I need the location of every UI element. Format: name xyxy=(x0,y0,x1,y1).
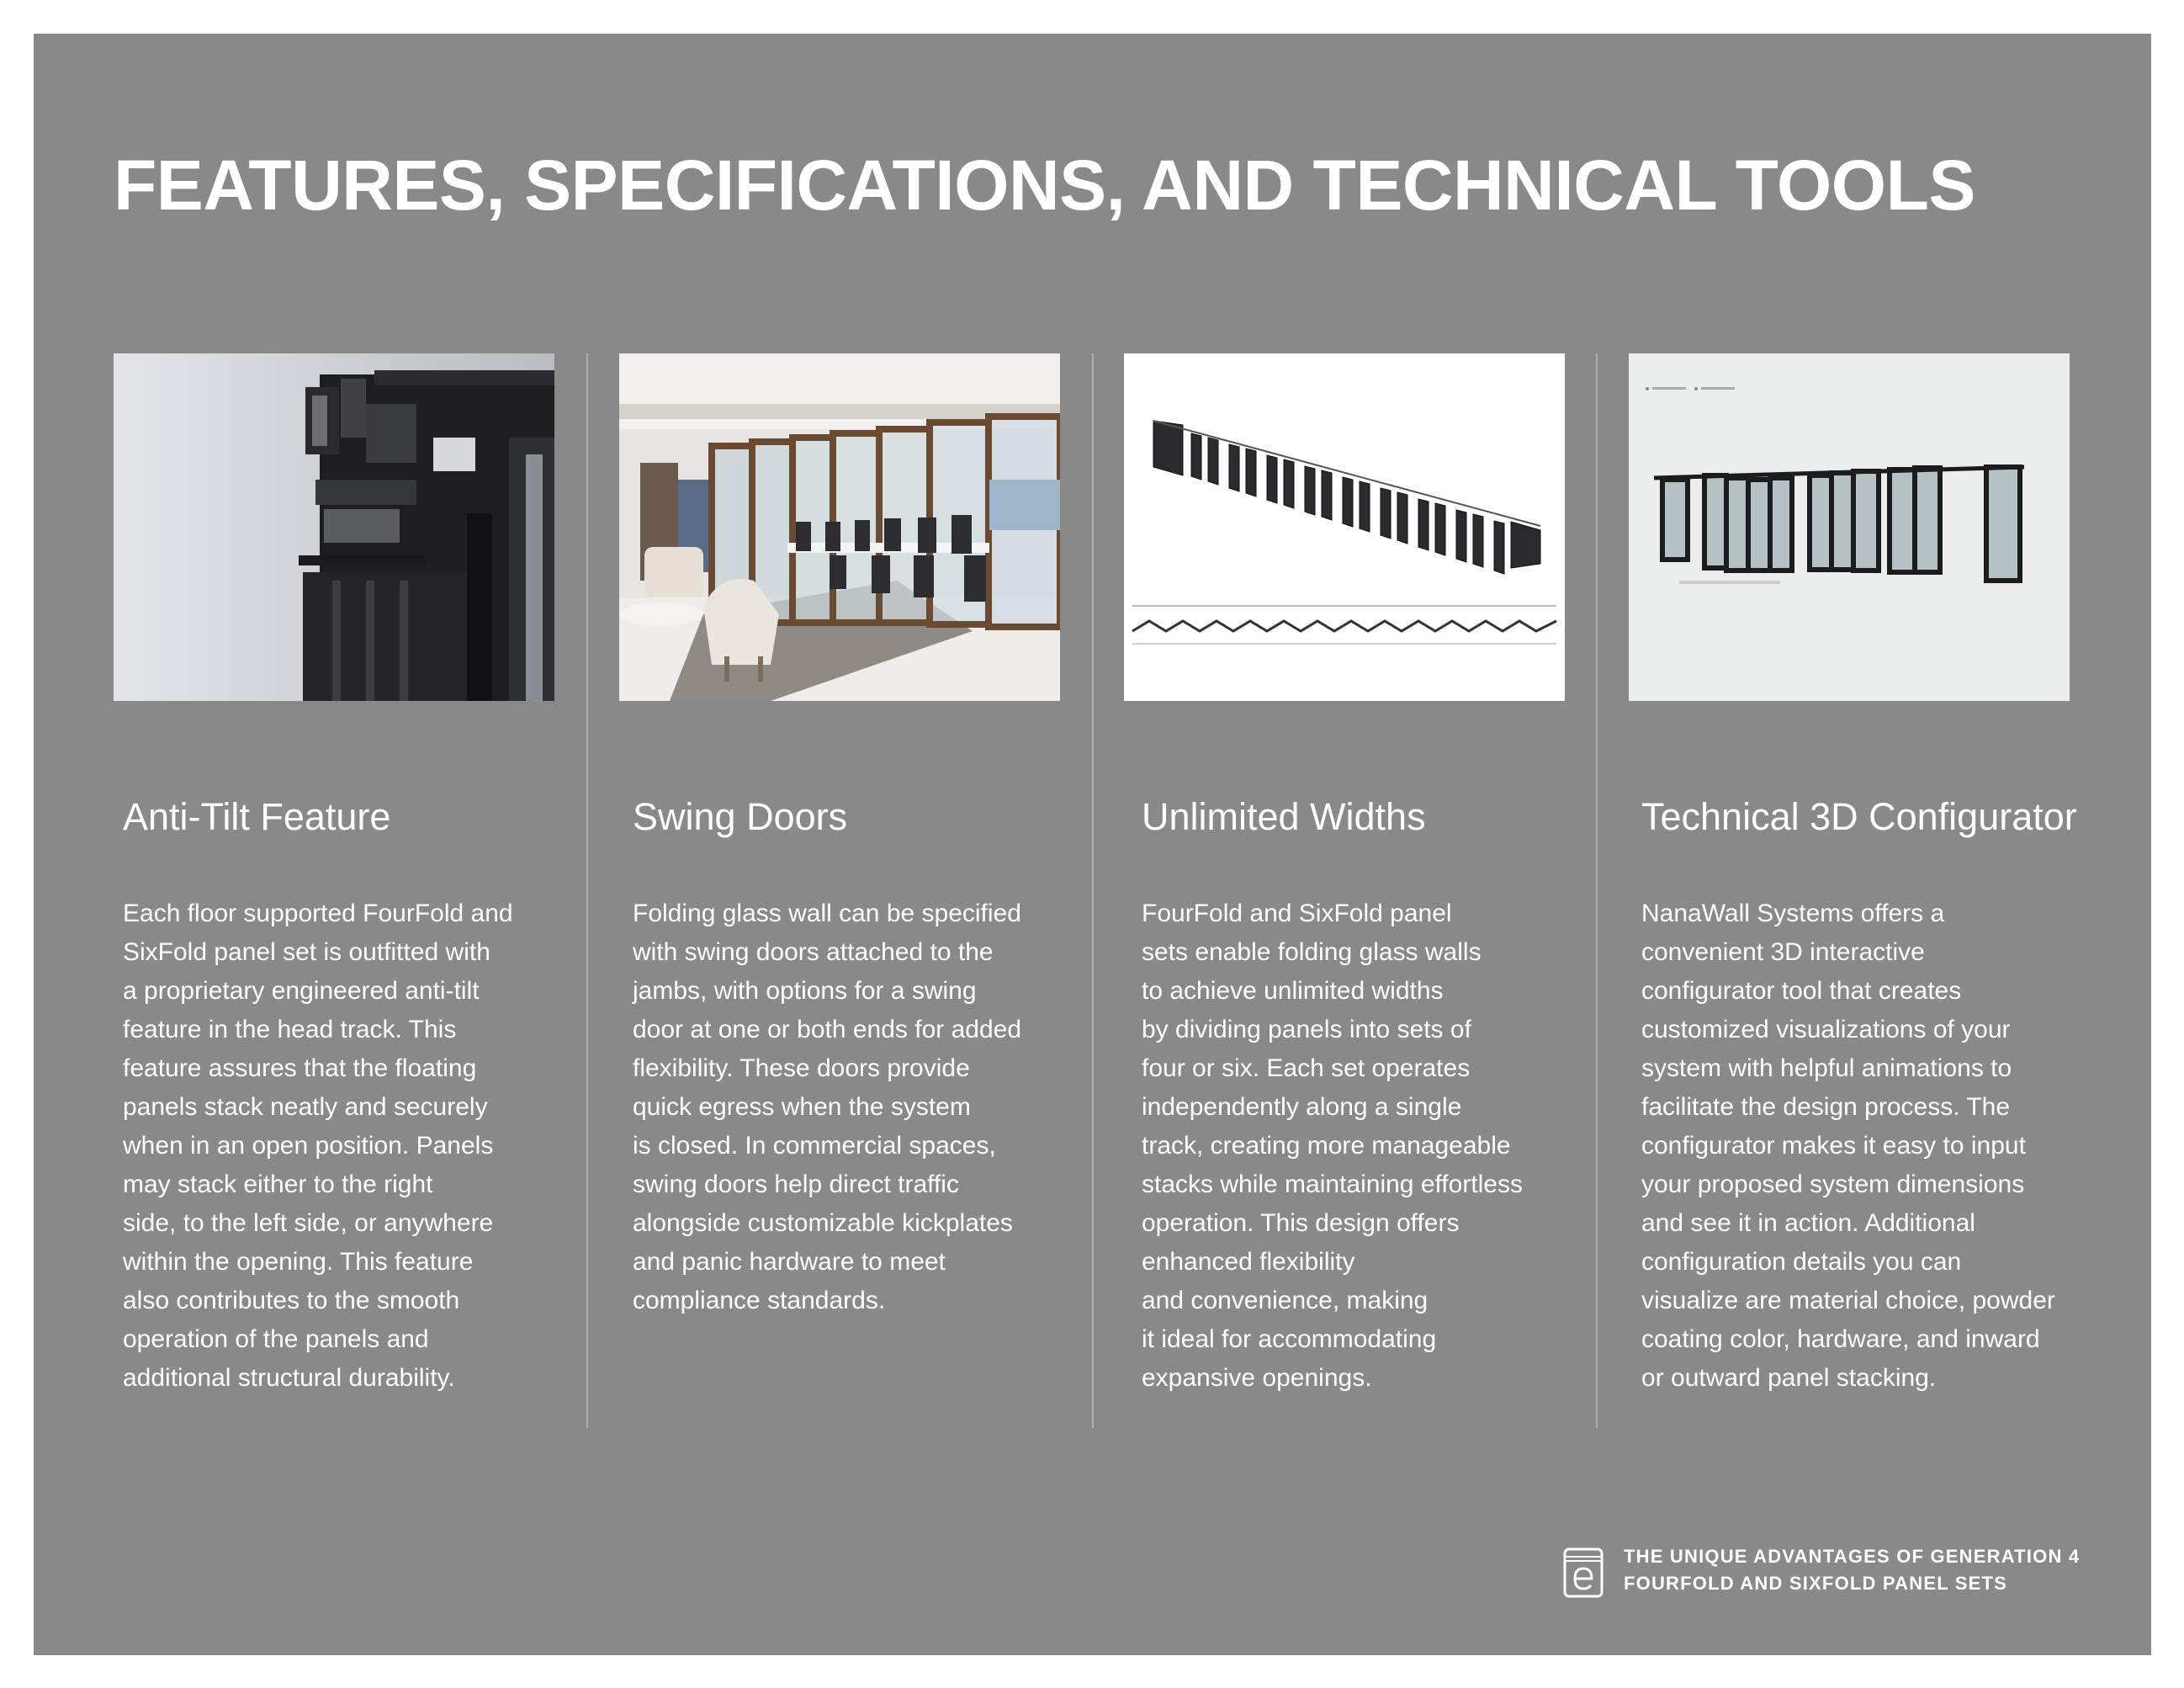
footer-line: FOURFOLD AND SIXFOLD PANEL SETS xyxy=(1624,1573,2008,1594)
footer-caption xyxy=(1624,1543,2080,1597)
body-line: visualize are material choice, powder xyxy=(1641,1287,2055,1314)
body-line: stacks while maintaining effortless xyxy=(1142,1170,1523,1198)
body-line: compliance standards. xyxy=(633,1287,886,1314)
body-line: enhanced flexibility xyxy=(1142,1248,1355,1276)
body-line: jambs, with options for a swing xyxy=(633,977,977,1005)
body-line: facilitate the design process. The xyxy=(1641,1093,2011,1121)
column-body-configurator xyxy=(1641,894,2079,1398)
body-line: feature in the head track. This xyxy=(123,1016,457,1043)
body-line: SixFold panel set is outfitted with xyxy=(123,938,490,966)
unlimited-widths-diagram xyxy=(1124,353,1565,701)
anti-tilt-profile-photo xyxy=(114,353,554,701)
body-line: configurator makes it easy to input xyxy=(1641,1132,2026,1160)
column-body-swing-doors xyxy=(633,894,1070,1320)
body-line: with swing doors attached to the xyxy=(633,938,994,966)
body-line: also contributes to the smooth xyxy=(123,1287,460,1314)
column-divider xyxy=(586,353,588,1428)
body-line: system with helpful animations to xyxy=(1641,1054,2012,1082)
body-line: FourFold and SixFold panel xyxy=(1142,900,1452,927)
column-title-anti-tilt: Anti-Tilt Feature xyxy=(123,795,391,838)
body-line: Each floor supported FourFold and xyxy=(123,900,513,927)
body-line: additional structural durability. xyxy=(123,1364,455,1392)
body-line: is closed. In commercial spaces, xyxy=(633,1132,996,1160)
body-line: quick egress when the system xyxy=(633,1093,971,1121)
footer-line: THE UNIQUE ADVANTAGES OF GENERATION 4 xyxy=(1624,1546,2081,1567)
body-line: customized visualizations of your xyxy=(1641,1016,2011,1043)
body-line: convenient 3D interactive xyxy=(1641,938,1925,966)
conference-room-photo xyxy=(619,353,1060,701)
body-line: may stack either to the right xyxy=(123,1170,433,1198)
body-line: alongside customizable kickplates xyxy=(633,1209,1013,1237)
body-line: side, to the left side, or anywhere xyxy=(123,1209,494,1237)
book-e-icon xyxy=(1562,1547,1604,1599)
page-title: FEATURES, SPECIFICATIONS, AND TECHNICAL TOOLS xyxy=(114,146,1975,225)
body-line: operation of the panels and xyxy=(123,1325,429,1353)
body-line: and convenience, making xyxy=(1142,1287,1429,1314)
body-line: NanaWall Systems offers a xyxy=(1641,900,1945,927)
body-line: flexibility. These doors provide xyxy=(633,1054,970,1082)
body-line: door at one or both ends for added xyxy=(633,1016,1022,1043)
body-line: and panic hardware to meet xyxy=(633,1248,946,1276)
body-line: sets enable folding glass walls xyxy=(1142,938,1482,966)
column-title-swing-doors: Swing Doors xyxy=(633,795,848,838)
body-line: coating color, hardware, and inward xyxy=(1641,1325,2040,1353)
column-title-configurator: Technical 3D Configurator xyxy=(1641,795,2077,838)
column-title-unlimited-widths: Unlimited Widths xyxy=(1142,795,1426,838)
body-line: configurator tool that creates xyxy=(1641,977,1962,1005)
body-line: your proposed system dimensions xyxy=(1641,1170,2025,1198)
column-divider xyxy=(1596,353,1598,1428)
body-line: configuration details you can xyxy=(1641,1248,1962,1276)
body-line: by dividing panels into sets of xyxy=(1142,1016,1471,1043)
body-line: expansive openings. xyxy=(1142,1364,1372,1392)
body-line: a proprietary engineered anti-tilt xyxy=(123,977,480,1005)
column-body-anti-tilt xyxy=(123,894,560,1398)
column-divider xyxy=(1092,353,1094,1428)
column-body-unlimited-widths xyxy=(1142,894,1579,1398)
body-line: it ideal for accommodating xyxy=(1142,1325,1437,1353)
body-line: panels stack neatly and securely xyxy=(123,1093,488,1121)
body-line: swing doors help direct traffic xyxy=(633,1170,959,1198)
body-line: independently along a single xyxy=(1142,1093,1462,1121)
body-line: four or six. Each set operates xyxy=(1142,1054,1471,1082)
body-line: Folding glass wall can be specified xyxy=(633,900,1021,927)
body-line: within the opening. This feature xyxy=(123,1248,474,1276)
body-line: to achieve unlimited widths xyxy=(1142,977,1444,1005)
body-line: operation. This design offers xyxy=(1142,1209,1460,1237)
body-line: feature assures that the floating xyxy=(123,1054,477,1082)
body-line: and see it in action. Additional xyxy=(1641,1209,1975,1237)
configurator-screenshot xyxy=(1629,353,2070,701)
body-line: track, creating more manageable xyxy=(1142,1132,1511,1160)
body-line: or outward panel stacking. xyxy=(1641,1364,1937,1392)
body-line: when in an open position. Panels xyxy=(123,1132,494,1160)
